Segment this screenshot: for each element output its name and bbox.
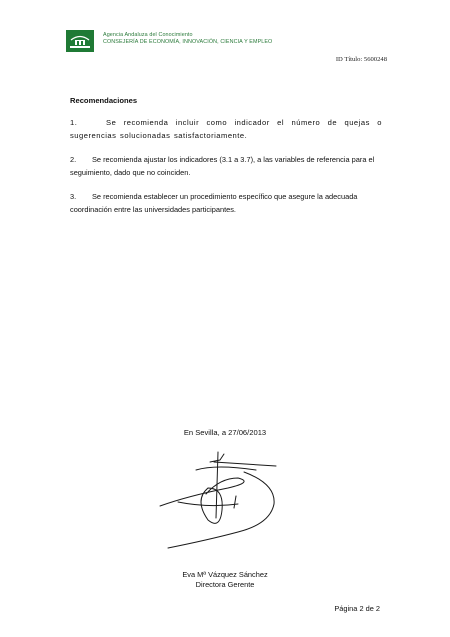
recommendation-number: 2.	[70, 155, 77, 164]
agency-line-1: Agencia Andaluza del Conocimiento	[103, 32, 193, 38]
recommendation-text: Se recomienda incluir como indicador el número de quejas o sugerencias solucionadas satisfactoriamente.	[70, 118, 382, 140]
recommendation-item	[70, 116, 382, 142]
page-number: Página 2 de 2	[334, 604, 380, 613]
recommendation-number: 3.	[70, 192, 77, 201]
place-date: En Sevilla, a 27/06/2013	[183, 428, 267, 437]
recommendation-item	[70, 190, 382, 216]
handwritten-signature-icon	[158, 448, 286, 558]
signer-role: Directora Gerente	[195, 580, 255, 589]
junta-de-andalucia-logo-icon	[66, 30, 94, 52]
recommendation-item	[70, 153, 382, 179]
agency-line-2: CONSEJERÍA DE ECONOMÍA, INNOVACIÓN, CIENCIA Y EMPLEO	[103, 39, 273, 45]
section-title: Recomendaciones	[70, 96, 138, 105]
signer-block	[0, 570, 450, 590]
id-titulo: ID Título: 5600248	[335, 56, 387, 63]
signer-name: Eva Mª Vázquez Sánchez	[182, 570, 268, 579]
recommendation-text: Se recomienda ajustar los indicadores (3.1 a 3.7), a las variables de referencia para el seguimiento, dado que no coinciden.	[70, 155, 375, 177]
recommendation-text: Se recomienda establecer un procedimiento específico que asegure la adecuada coordinación entre las universidades participantes.	[70, 192, 358, 214]
recommendation-number: 1.	[70, 118, 78, 127]
agency-name	[103, 32, 272, 46]
